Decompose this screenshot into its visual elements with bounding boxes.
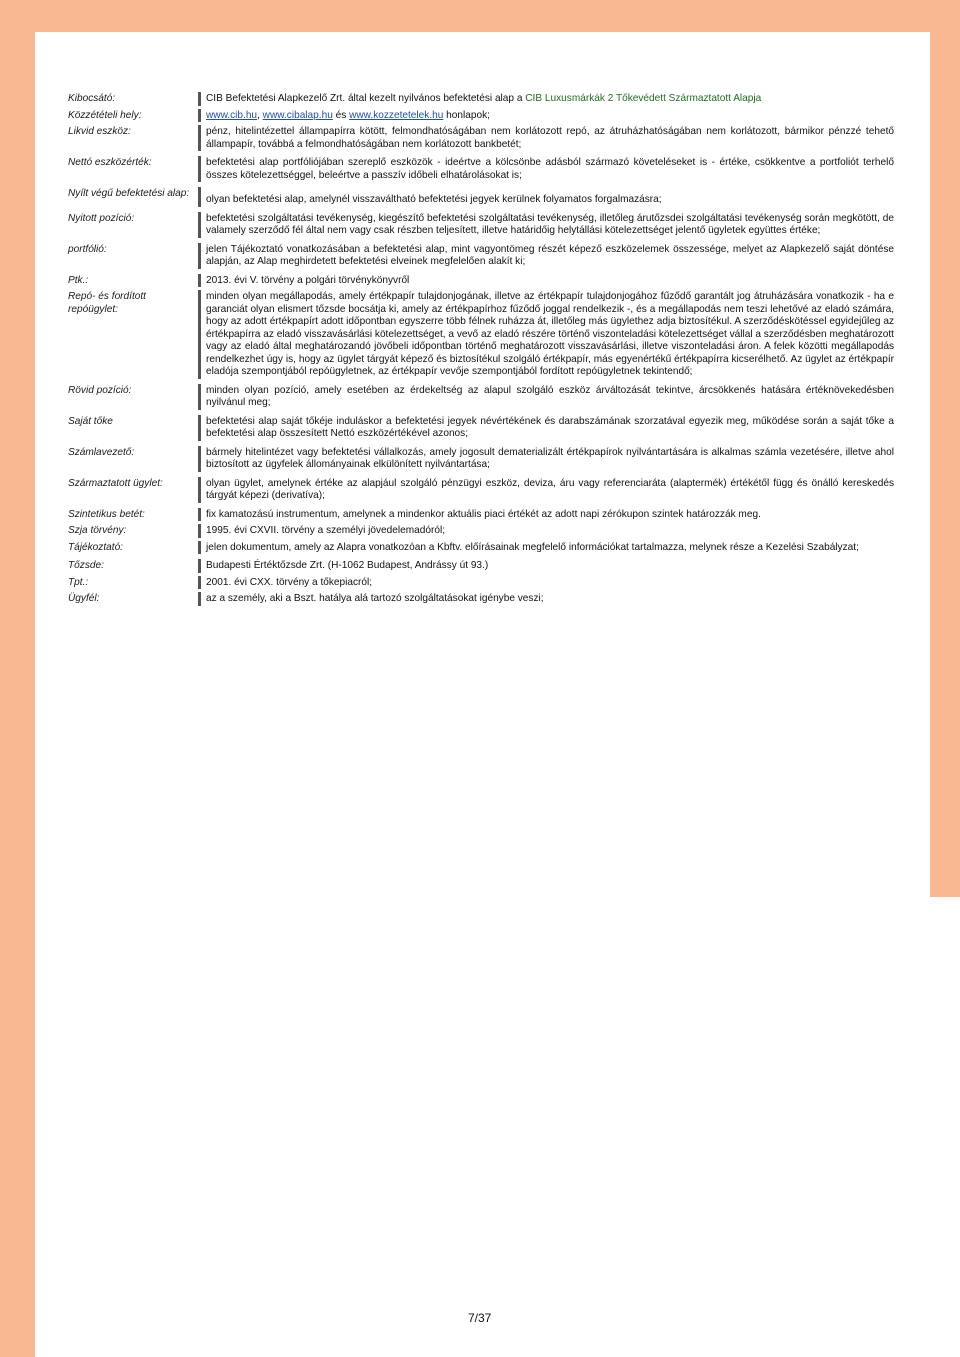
definition-row bbox=[68, 290, 894, 379]
definition-term: Rövid pozíció: bbox=[68, 384, 132, 396]
separator-bar bbox=[198, 592, 201, 606]
definition-term: Kibocsátó: bbox=[68, 93, 116, 104]
definition-row bbox=[68, 592, 894, 606]
definition-row bbox=[68, 384, 894, 410]
definition-row bbox=[68, 541, 894, 555]
definition-text: 2013. évi V. törvény a polgári törvénykönyvről bbox=[206, 274, 410, 286]
definition-text: befektetési alap portfóliójában szereplő eszközök - ideértve a kölcsönbe adásból származó követeléseket is - értéke, csökkentve a portfoliót terhelő összes kötelezettséggel, beleértve a passzív időbeli elhatárolásokat is; bbox=[206, 157, 894, 181]
page-number: 7/37 bbox=[468, 1311, 492, 1325]
separator-bar bbox=[198, 274, 201, 288]
definition-term: Tájékoztató: bbox=[68, 541, 123, 553]
definition-text: jelen dokumentum, amely az Alapra vonatkozóan a Kbftv. előírásainak megfelelő információkat tartalmazza, melynek része a Kezelési Szabályzat; bbox=[206, 541, 859, 553]
definition-text: pénz, hitelintézettel állampapírra kötött, felmondhatóságában nem korlátozott repó, az átruházhatóságában nem korlátozott, bármikor pénzzé tehető állampapír, továbbá a felmondhatóságában nem korlátozott bankbetét; bbox=[206, 126, 894, 150]
definition-term: Nyitott pozíció: bbox=[68, 212, 135, 224]
definition-text: olyan befektetési alap, amelynél visszaváltható befektetési jegyek kerülnek folyamatos forgalmazásra; bbox=[206, 194, 662, 205]
definition-term: Tpt.: bbox=[68, 576, 89, 588]
definition-term: Nyílt végű befektetési alap: bbox=[68, 188, 190, 199]
definition-row bbox=[68, 187, 894, 207]
separator-bar bbox=[198, 508, 201, 522]
definition-text bbox=[206, 92, 894, 106]
definition-text-part: CIB Befektetési Alapkezelő Zrt. által kezelt nyilvános befektetési alap a bbox=[206, 93, 526, 104]
definitions-list bbox=[68, 92, 894, 609]
page-sheet-lower bbox=[35, 762, 960, 1357]
definition-text: 2001. évi CXX. törvény a tőkepiacról; bbox=[206, 576, 373, 588]
definition-term: Szintetikus betét: bbox=[68, 508, 145, 520]
definition-text: olyan ügylet, amelynek értéke az alapjául szolgáló pénzügyi eszköz, deviza, áru vagy referenciaráta (alaptermék) értékétől függ és önálló kereskedés tárgyát képezi (derivatíva); bbox=[206, 477, 894, 501]
link-cibalap[interactable]: www.cibalap.hu bbox=[262, 109, 333, 121]
definition-text: bármely hitelintézet vagy befektetési vállalkozás, amely jogosult dematerializált értékpapírok nyilvántartására is alkalmas számla vezetésére, illetve ahol biztosított az ügyfelek állományainak elkülönített nyilvántartása; bbox=[206, 446, 894, 470]
definition-row bbox=[68, 274, 894, 288]
definition-row bbox=[68, 92, 894, 106]
definition-text bbox=[206, 109, 894, 123]
definition-row bbox=[68, 125, 894, 151]
definition-text: Budapesti Értéktőzsde Zrt. (H-1062 Budapest, Andrássy út 93.) bbox=[206, 560, 489, 571]
separator-bar bbox=[198, 125, 201, 151]
definition-row bbox=[68, 477, 894, 503]
definition-term: Repó- és fordított repóügylet: bbox=[68, 291, 146, 315]
definition-text: befektetési szolgáltatási tevékenység, kiegészítő befektetési szolgáltatási tevékenység, illetőleg árutőzsdei szolgáltatási tevékenység során megkötött, de valamely szerződő fél által nem vagy csak részben teljesített, illetve határidőig helytállási kötelezettséget jelentő ügyletek együttes értéke; bbox=[206, 212, 894, 236]
definition-term: Ptk.: bbox=[68, 274, 89, 286]
definition-term: Nettó eszközérték: bbox=[68, 157, 152, 168]
link-kozzetetelek[interactable]: www.kozzetetelek.hu bbox=[349, 109, 444, 121]
separator-bar bbox=[198, 290, 201, 379]
definition-term: Származtatott ügylet: bbox=[68, 477, 163, 489]
page-border-right bbox=[930, 32, 960, 897]
separator-bar bbox=[198, 446, 201, 472]
separator-bar bbox=[198, 212, 201, 238]
separator-text: , bbox=[257, 109, 263, 121]
definition-row bbox=[68, 524, 894, 538]
definition-term: Szja törvény: bbox=[68, 525, 127, 536]
definition-text: befektetési alap saját tőkéje induláskor a befektetési jegyek névértékének és darabszámának szorzatával egyezik meg, működése során a saját tőke a befektetési alap összesített Nettó eszközértékével azonos; bbox=[206, 415, 894, 439]
fund-name: CIB Luxusmárkák 2 Tőkevédett Származtatott Alapja bbox=[525, 93, 762, 104]
definition-row bbox=[68, 559, 894, 573]
separator-bar bbox=[198, 187, 201, 207]
definition-row bbox=[68, 243, 894, 269]
link-cib[interactable]: www.cib.hu bbox=[206, 109, 258, 121]
separator-text: és bbox=[332, 109, 350, 121]
separator-bar bbox=[198, 415, 201, 441]
page-border-left bbox=[0, 0, 35, 1357]
definition-row bbox=[68, 212, 894, 238]
definition-term: Ügyfél: bbox=[68, 593, 100, 604]
definition-row bbox=[68, 508, 894, 522]
definition-term: portfólió: bbox=[68, 243, 107, 255]
definition-row bbox=[68, 109, 894, 123]
definition-row bbox=[68, 415, 894, 441]
separator-bar bbox=[198, 576, 201, 590]
definition-text: minden olyan pozíció, amely esetében az érdekeltség az alapul szolgáló eszköz árváltozását tekintve, árcsökkenés hatására értéknövekedésben nyilvánul meg; bbox=[206, 384, 894, 408]
separator-bar bbox=[198, 541, 201, 555]
separator-bar bbox=[198, 109, 201, 123]
definition-term: Tőzsde: bbox=[68, 560, 104, 571]
definition-text: jelen Tájékoztató vonatkozásában a befektetési alap, mint vagyontömeg részét képező eszközelemek összessége, melyet az Alapkezelő saját döntése alapján, az Alap meghirdetett befektetési elveinek megfelelően alakít ki; bbox=[206, 243, 894, 267]
definition-row bbox=[68, 446, 894, 472]
separator-bar bbox=[198, 524, 201, 538]
definition-term: Közzétételi hely: bbox=[68, 109, 142, 121]
separator-bar bbox=[198, 243, 201, 269]
definition-term: Számlavezető: bbox=[68, 446, 135, 458]
separator-bar bbox=[198, 477, 201, 503]
definition-term: Likvid eszköz: bbox=[68, 126, 131, 137]
suffix-text: honlapok; bbox=[443, 109, 490, 121]
definition-text: 1995. évi CXVII. törvény a személyi jövedelemadóról; bbox=[206, 525, 446, 536]
definition-text: az a személy, aki a Bszt. hatálya alá tartozó szolgáltatásokat igénybe veszi; bbox=[206, 593, 544, 604]
separator-bar bbox=[198, 92, 201, 106]
separator-bar bbox=[198, 559, 201, 573]
definition-text: fix kamatozású instrumentum, amelynek a mindenkor aktuális piaci értékét az adott napi zérókupon szintek határozzák meg. bbox=[206, 508, 761, 520]
separator-bar bbox=[198, 156, 201, 182]
definition-row bbox=[68, 156, 894, 182]
definition-text: minden olyan megállapodás, amely értékpapír tulajdonjogának, illetve az értékpapír tulajdonjogához fűződő garantált jog átruházására vonatkozik - ha e garanciát olyan elismert tőzsde bocsátja ki, amely az értékpapírhoz fűződő joggal rendelkezik -, és a megállapodás nem teszi lehetővé az eladó számára, hogy az adott értékpapírt adott időpontban egyszerre több félnek ruházza át, illetőleg más ügylethez adja biztosítékul. A szerződéskötéssel egyidejűleg az értékpapírra az eladó visszavásárlási kötelezettséget, a vevő az eladó részére történő viszonteladási kötelezettséget vállal a szerződésben meghatározott vagy az eladó által meghatározandó jövőbeli időpontban történő meghatározott visszavásárlási, illetve viszonteladási áron. A felek közötti megállapodás rendelkezhet úgy is, hogy az ügylet tárgyát képező és biztosítékul szolgáló értékpapír, más egyenértékű értékpapírra kicserélhető. Az ügylet az értékpapír eladója szempontjából repóügyletnek, az értékpapír vevője szempontjából fordított repóügyletnek tekintendő; bbox=[206, 291, 894, 377]
separator-bar bbox=[198, 384, 201, 410]
definition-term: Saját tőke bbox=[68, 415, 113, 427]
definition-row bbox=[68, 576, 894, 590]
